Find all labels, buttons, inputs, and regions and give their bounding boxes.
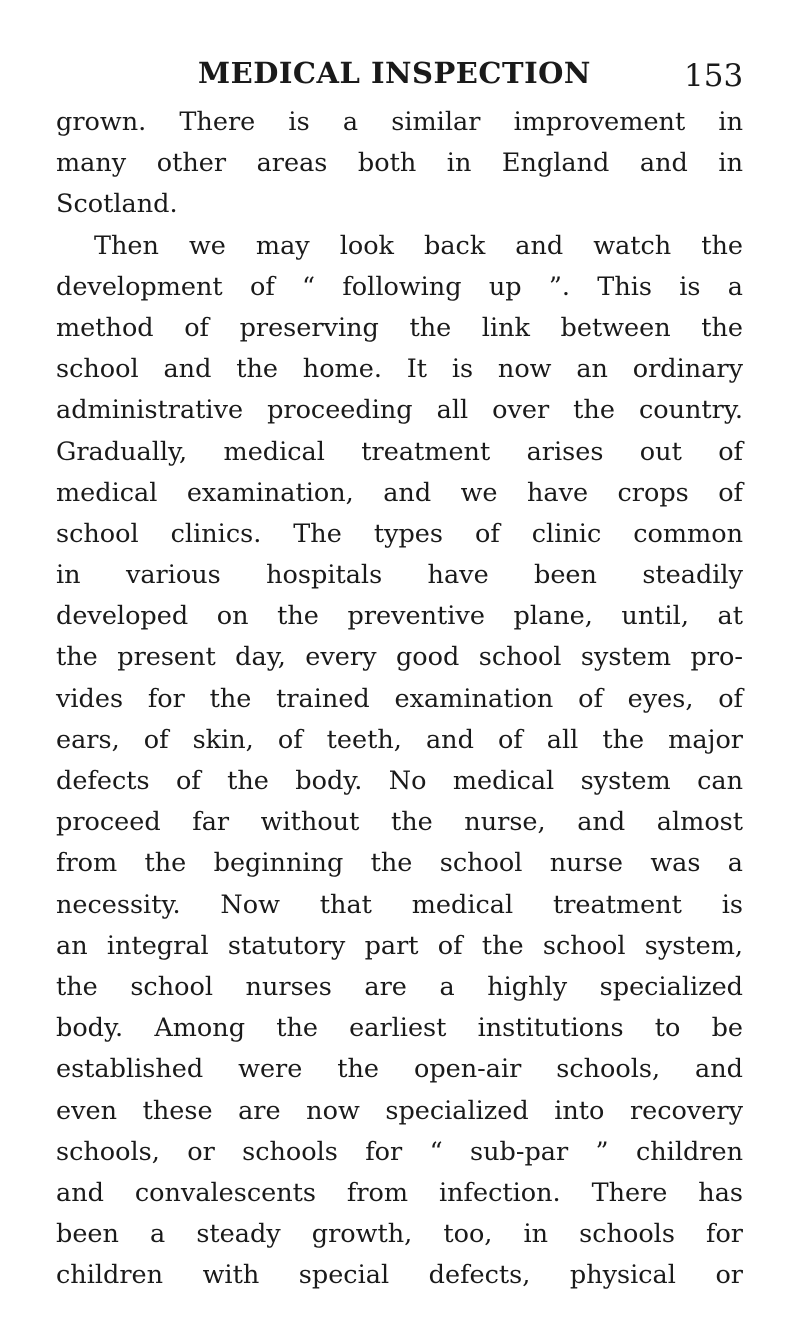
text-line: an integral statutory part of the school system,	[56, 930, 743, 961]
text-line: administrative proceeding all over the country.	[56, 395, 743, 426]
text-line: Gradually, medical treatment arises out of	[56, 436, 743, 467]
text-line: grown. There is a similar improvement in	[56, 107, 743, 137]
text-line: the school nurses are a highly specialized	[56, 971, 743, 1002]
text-line: ears, of skin, of teeth, and of all the major	[56, 724, 743, 755]
text-line: method of preserving the link between the	[56, 312, 743, 343]
text-line: Scotland.	[56, 189, 178, 220]
text-line: many other areas both in England and in	[56, 148, 743, 179]
text-line: developed on the preventive plane, until, at	[56, 601, 743, 632]
text-line: established were the open-air schools, and	[56, 1054, 743, 1085]
page-number: 153	[684, 58, 744, 94]
text-line: vides for the trained examination of eyes, of	[56, 683, 743, 714]
text-line: schools, or schools for “ sub-par ” children	[56, 1136, 743, 1167]
running-head-title: MEDICAL INSPECTION	[198, 56, 591, 90]
text-line: been a steady growth, too, in schools for	[56, 1219, 743, 1250]
text-line: from the beginning the school nurse was a	[56, 848, 743, 879]
text-line: even these are now specialized into recovery	[56, 1095, 743, 1126]
text-line: and convalescents from infection. There has	[56, 1177, 743, 1208]
text-line: body. Among the earliest institutions to be	[56, 1013, 743, 1044]
text-line: defects of the body. No medical system can	[56, 766, 743, 796]
text-line: school and the home. It is now an ordinary	[56, 354, 743, 385]
text-line: necessity. Now that medical treatment is	[56, 889, 743, 920]
text-line: in various hospitals have been steadily	[56, 560, 743, 591]
text-line: development of “ following up ”. This is a	[56, 271, 743, 302]
text-line: proceed far without the nurse, and almost	[56, 807, 743, 838]
text-line: children with special defects, physical or	[56, 1260, 743, 1291]
body-text	[56, 102, 743, 1296]
text-line: medical examination, and we have crops of	[56, 477, 743, 508]
text-line: school clinics. The types of clinic common	[56, 518, 743, 549]
text-line: the present day, every good school system pro-	[56, 642, 743, 673]
text-line: Then we may look back and watch the	[94, 230, 743, 261]
